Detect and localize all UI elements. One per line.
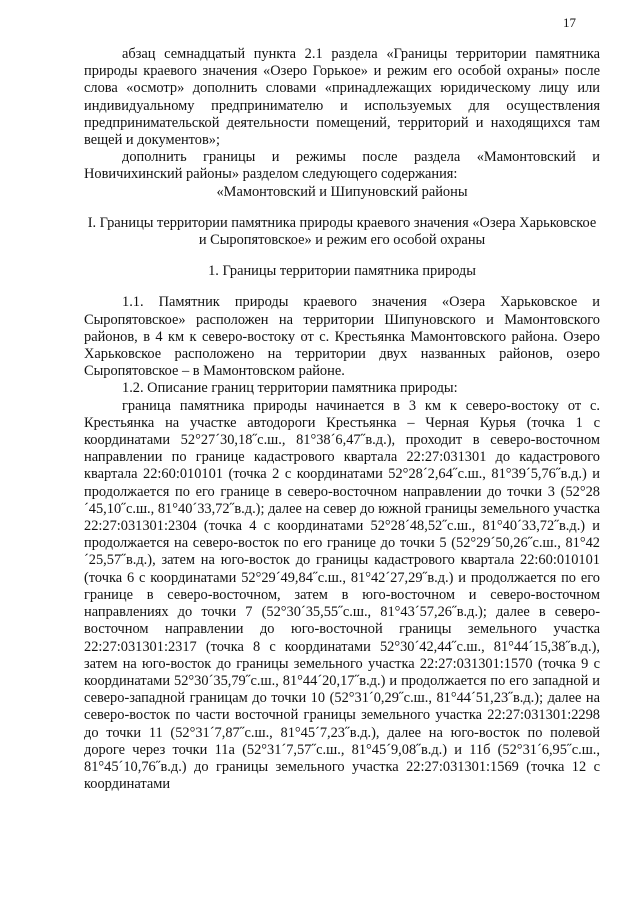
paragraph-district-title: «Мамонтовский и Шипуновский районы <box>216 183 468 200</box>
paragraph-boundary-description: граница памятника природы начинается в 3 км к северо-востоку от с. Крестьянка на участке автодороги Крестьянка – Черная Курья (точка 1 с координатами 52°27´30,18˝с.ш., 81°38´6,47˝в.д.), проходит в северо-восточном направлении по границе кадастрового квартала 22:27:031301 до кадастрового квартала 22:60:010101 (точка 2 с координатами 52°28´2,64˝с.ш., 81°39´5,76˝в.д.) и продолжается по его границе в северо-восточном направлении до точки 3 (52°28´45,10˝с.ш., 81°40´33,72˝в.д.); далее на север до южной границы земельного участка 22:27:031301:2304 (точка 4 с координатами 52°28´48,52˝с.ш., 81°40´33,72˝в.д.) и продолжается на северо-восток по его границе до точки 5 (52°29´50,26˝с.ш., 81°42´25,57˝в.д.), затем на юго-восток до границы кадастрового квартала 22:60:010101 (точка 6 с координатами 52°29´49,84˝с.ш., 81°42´27,29˝в.д.) и продолжается по его границе в северо-восточном, затем в юго-восточном и северо-восточном направлениях до точки 7 (52°30´35,55˝с.ш., 81°43´57,26˝в.д.); далее в северо-восточном направлении до юго-восточной границы земельного участка 22:27:031301:2317 (точка 8 с координатами 52°30´42,44˝с.ш., 81°44´15,38˝в.д.), затем на юго-восток до границы земельного участка 22:27:031301:1570 (точка 9 с координатами 52°30´35,79˝с.ш., 81°44´20,17˝в.д.) и продолжается по его западной и северо-западной границам до точки 10 (52°31´0,29˝с.ш., 81°44´51,23˝в.д.); далее на северо-восток по части восточной границы земельного участка 22:27:031301:2298 до точки 11 (52°31´7,87˝с.ш., 81°45´7,23˝в.д.), далее на юго-восток по полевой дороге через точки 11а (52°31´7,57˝с.ш., 81°45´9,08˝в.д.) и 11б (52°31´6,95˝с.ш., 81°45´10,76˝в.д.) до границы земельного участка 22:27:031301:1569 (точка 12 с координатами <box>84 397 600 793</box>
paragraph-amendment-gorkoe: абзац семнадцатый пункта 2.1 раздела «Границы территории памятника природы краевого значения «Озеро Горькое» и режим его особой охраны» после слова «осмотр» дополнить словами «принадлежащих юридическому лицу или индивидуальному предпринимателю и используемых для осуществления предпринимательской деятельности помещений, территорий и находящихся там вещей и документов»; <box>84 46 600 149</box>
document-body <box>84 46 600 793</box>
paragraph-add-section: дополнить границы и режимы после раздела «Мамонтовский и Новичихинский районы» разделом следующего содержания: <box>84 149 600 183</box>
section-heading: I. Границы территории памятника природы краевого значения «Озера Харьковское и Сыропятовское» и режим его особой охраны <box>87 214 597 249</box>
page-number: 17 <box>563 15 576 30</box>
subsection-heading: 1. Границы территории памятника природы <box>208 263 476 280</box>
paragraph-location: 1.1. Памятник природы краевого значения «Озера Харьковское и Сыропятовское» расположен на территории Шипуновского и Мамонтовского районов, в 4 км к северо-востоку от с. Крестьянка Мамонтовского района. Озеро Харьковское расположено на территории двух названных районов, озеро Сыропятовское – в Мамонтовском районе. <box>84 294 600 380</box>
paragraph-boundary-title: 1.2. Описание границ территории памятника природы: <box>122 380 458 397</box>
